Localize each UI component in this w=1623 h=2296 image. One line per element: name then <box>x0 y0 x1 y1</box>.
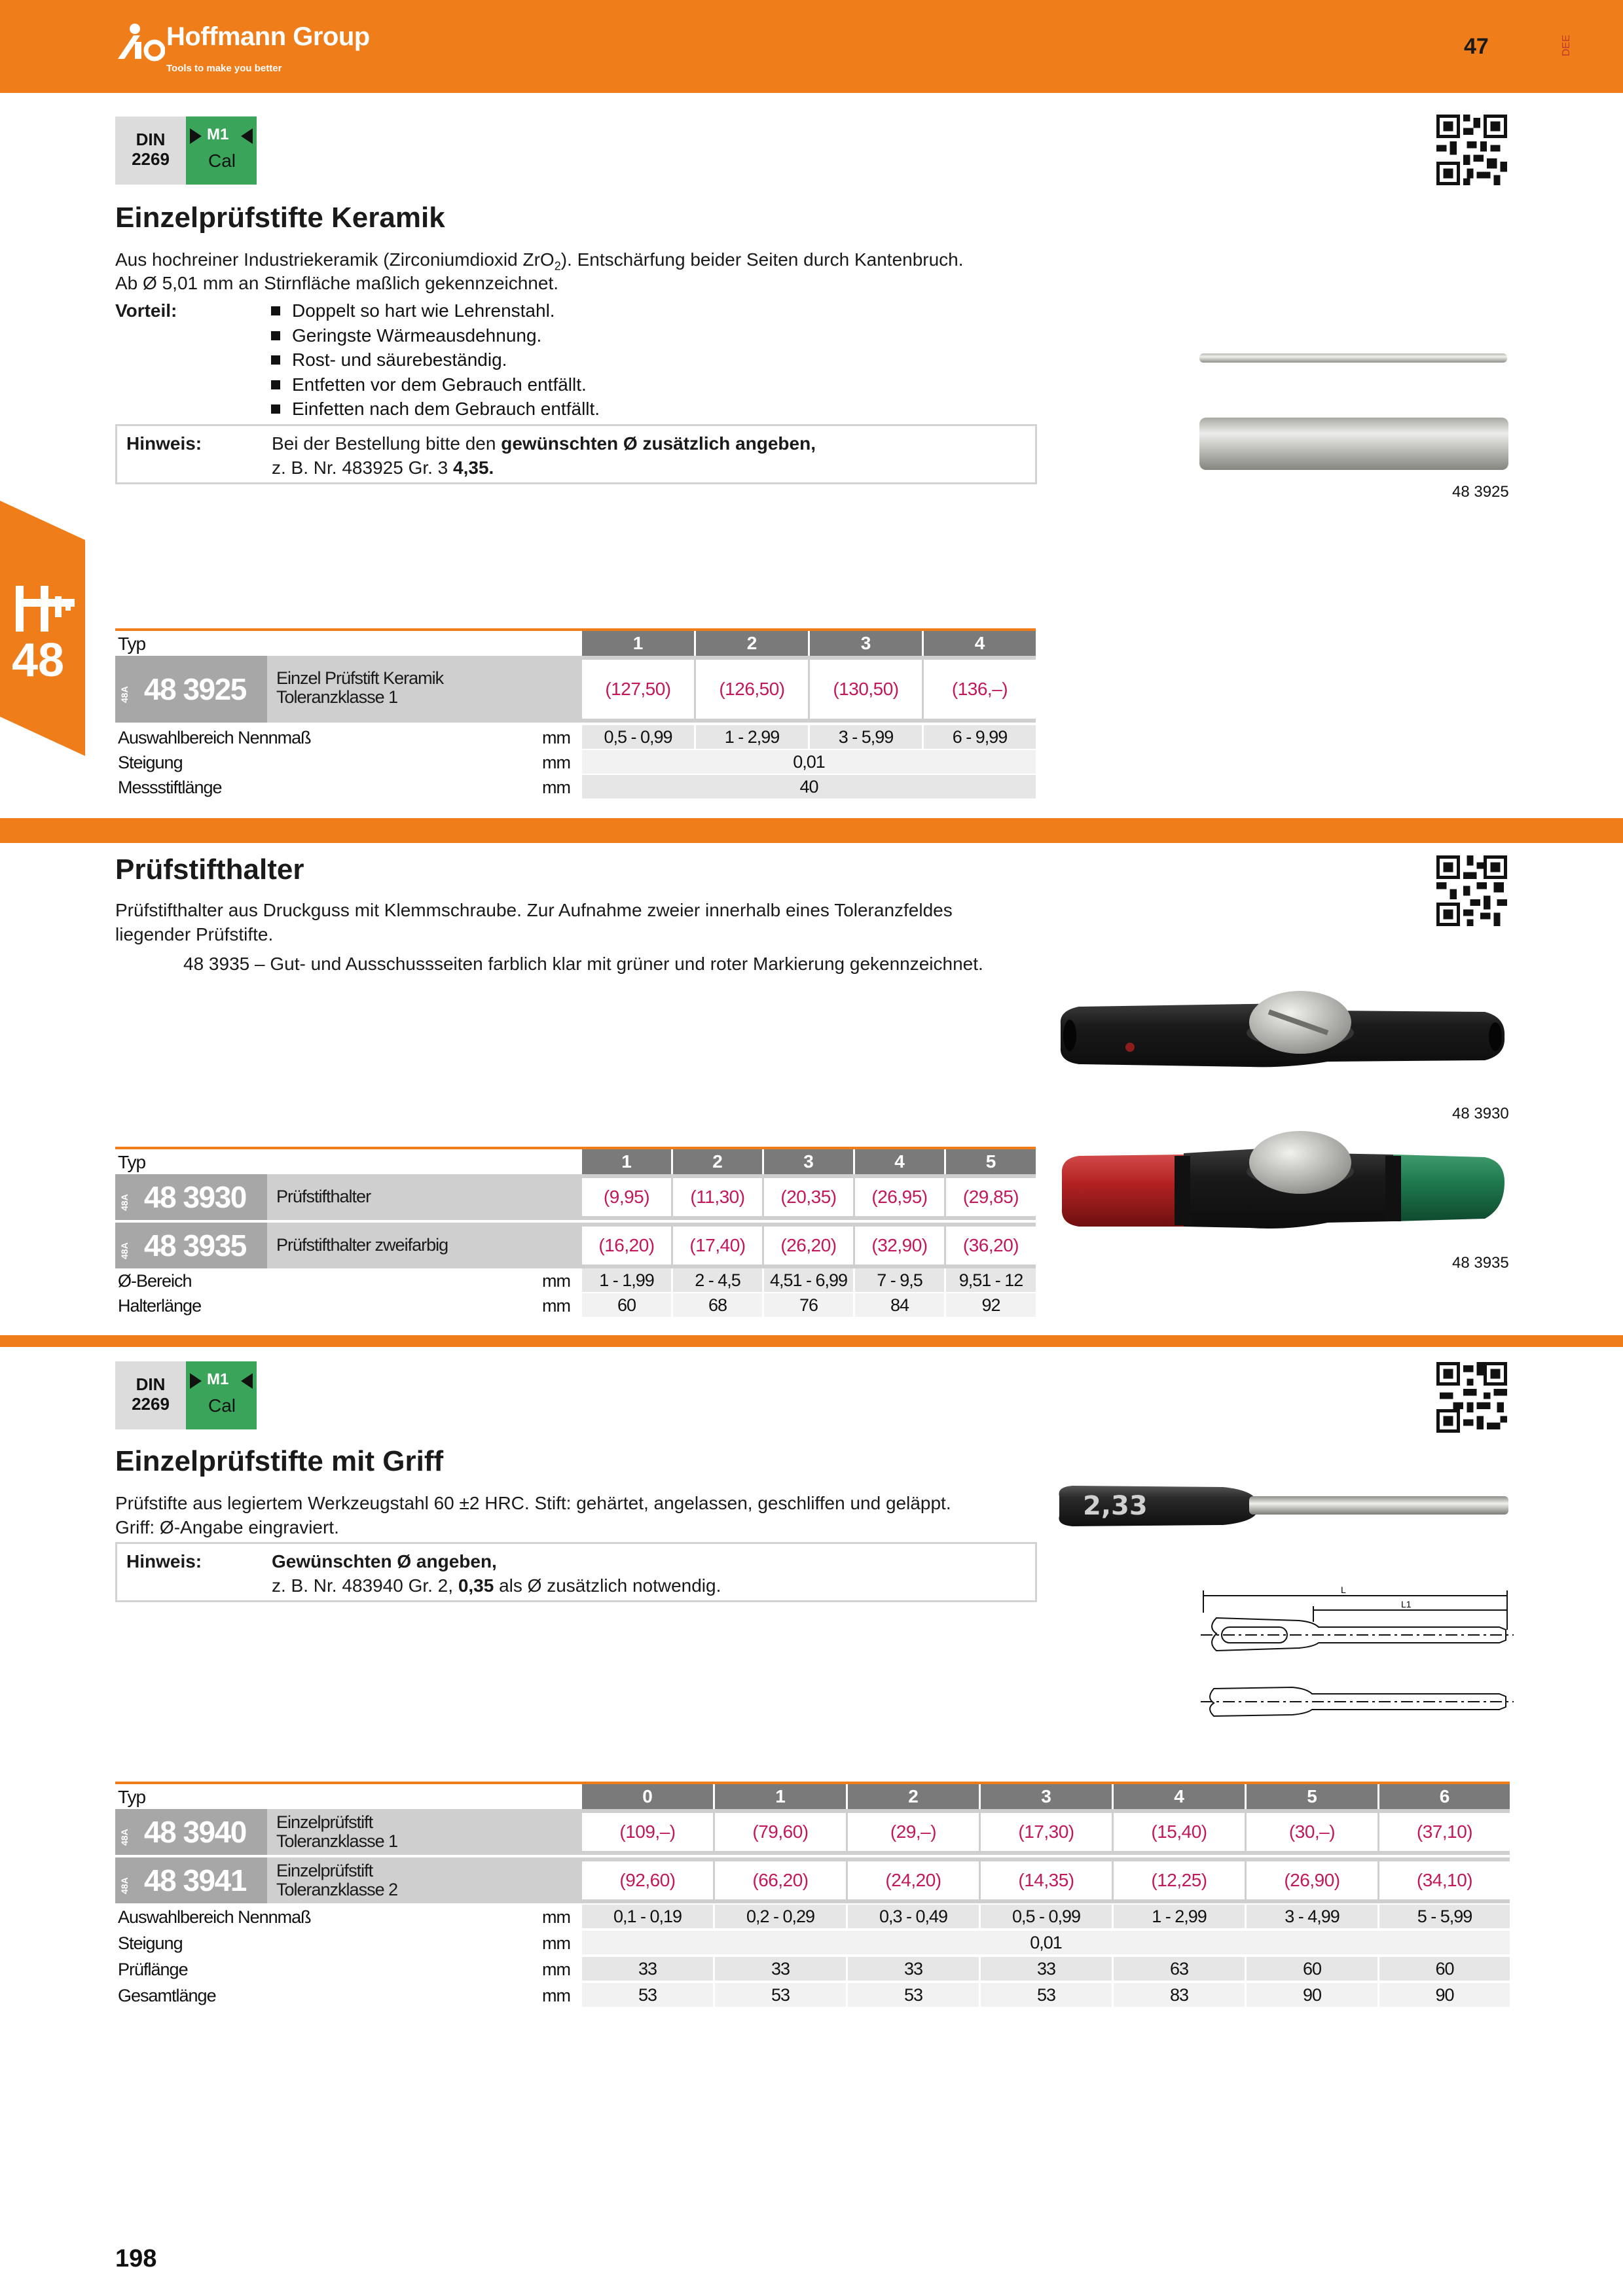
qr-code-icon[interactable] <box>1436 855 1507 927</box>
product-description <box>276 1813 397 1851</box>
product-description: Prüfstifthalter <box>276 1187 371 1206</box>
dimension-L1: L1 <box>1401 1599 1412 1609</box>
bullet-item: Doppelt so hart wie Lehrenstahl. <box>271 298 600 323</box>
price-cell[interactable]: (127,50) <box>580 660 694 719</box>
spec-row <box>115 1983 1510 2007</box>
column-header: 4 <box>853 1149 944 1174</box>
desc-subscript: 2 <box>554 259 561 273</box>
spec-value: 0,5 - 0,99 <box>580 725 694 749</box>
spec-value: 0,5 - 0,99 <box>979 1905 1112 1928</box>
spec-label: Gesamtlänge <box>118 1986 216 2005</box>
spec-value: 53 <box>846 1983 979 2007</box>
spec-value: 90 <box>1377 1983 1510 2007</box>
price-cell[interactable]: (36,20) <box>944 1227 1036 1265</box>
column-header: 2 <box>846 1784 979 1809</box>
two-color-pin-holder-image <box>1053 1123 1511 1234</box>
spec-value: 84 <box>853 1293 944 1317</box>
product-desc-line: Toleranzklasse 1 <box>276 687 398 707</box>
hinweis-bold: gewünschten Ø zusätzlich angeben, <box>501 433 816 454</box>
image-caption: 48 3930 <box>1452 1105 1509 1122</box>
spec-value: 53 <box>580 1983 713 2007</box>
product-description <box>276 669 443 707</box>
hinweis-label: Hinweis: <box>126 1551 202 1571</box>
spec-value: 7 - 9,5 <box>853 1268 944 1292</box>
chapter-tab[interactable] <box>0 501 85 756</box>
table-row[interactable] <box>115 656 1036 723</box>
price-cell[interactable]: (26,95) <box>853 1178 944 1216</box>
bullet-item: Entfetten vor dem Gebrauch entfällt. <box>271 372 600 397</box>
spec-value: 1 - 2,99 <box>1112 1905 1245 1928</box>
hinweis-text: als Ø zusätzlich notwendig. <box>494 1575 721 1596</box>
spec-value: 0,1 - 0,19 <box>580 1905 713 1928</box>
product-code-box <box>115 1223 267 1268</box>
price-cell[interactable]: (24,20) <box>846 1861 979 1899</box>
column-header: 5 <box>944 1149 1036 1174</box>
spec-value: 53 <box>979 1983 1112 2007</box>
price-cell[interactable]: (26,90) <box>1245 1861 1377 1899</box>
din-number: 2269 <box>132 1394 170 1414</box>
product-code[interactable]: 48 3930 <box>144 1180 246 1214</box>
header-page-number: 47 <box>1464 34 1489 59</box>
pin-with-handle-image <box>1053 1483 1511 1529</box>
table2-header <box>115 1149 1036 1174</box>
spec-value: 2 - 4,5 <box>671 1268 762 1292</box>
product-desc-line: Toleranzklasse 1 <box>276 1831 398 1851</box>
spec-label: Steigung <box>118 753 183 772</box>
catalog-ref: 48A <box>119 1194 130 1211</box>
column-header: 2 <box>694 631 808 656</box>
spec-value: 0,2 - 0,29 <box>713 1905 846 1928</box>
spec-value: 0,01 <box>580 1931 1510 1954</box>
table-row[interactable] <box>115 1174 1036 1220</box>
catalog-ref: 48A <box>119 686 130 703</box>
engraving-text: 2,33 <box>1083 1491 1148 1521</box>
brand-name: Hoffmann Group <box>166 22 370 51</box>
product-code[interactable]: 48 3925 <box>144 672 246 706</box>
spec-value: 9,51 - 12 <box>944 1268 1036 1292</box>
hinweis-text: Bei der Bestellung bitte den <box>272 433 501 454</box>
desc-text-post: ). Entschärfung beider Seiten durch Kantenbruch. <box>560 249 964 270</box>
product-code[interactable]: 48 3935 <box>144 1229 246 1263</box>
catalog-ref: 48A <box>119 1829 130 1846</box>
spec-value: 1 - 1,99 <box>580 1268 671 1292</box>
price-cell[interactable]: (20,35) <box>762 1178 853 1216</box>
price-cell[interactable]: (17,30) <box>979 1813 1112 1851</box>
spec-value: 0,01 <box>580 750 1036 774</box>
brand-tagline: Tools to make you better <box>166 63 282 74</box>
hinweis-line-1 <box>272 431 816 456</box>
bullet-item: Rost- und säurebeständig. <box>271 348 600 372</box>
hinweis-text: z. B. Nr. 483940 Gr. 2, <box>272 1575 458 1596</box>
cal-label: Cal <box>208 1395 236 1416</box>
price-cell[interactable]: (29,–) <box>846 1813 979 1851</box>
price-cell[interactable]: (109,–) <box>580 1813 713 1851</box>
spec-row <box>115 1268 1036 1292</box>
hinweis-text: z. B. Nr. 483925 Gr. 3 <box>272 457 454 478</box>
hinweis-line-2 <box>272 456 494 480</box>
din-label: DIN <box>136 130 166 149</box>
spec-value: 4,51 - 6,99 <box>762 1268 853 1292</box>
page-number: 198 <box>115 2245 157 2272</box>
spec-row <box>115 750 1036 774</box>
qr-code-icon[interactable] <box>1436 1361 1507 1433</box>
spec-row <box>115 1293 1036 1317</box>
hoffmann-logo[interactable] <box>115 20 456 79</box>
image-caption: 48 3925 <box>1452 483 1509 501</box>
spec-value: 90 <box>1245 1983 1377 2007</box>
price-cell[interactable]: (66,20) <box>713 1861 846 1899</box>
spec-unit: mm <box>542 1960 570 1979</box>
spec-unit: mm <box>542 753 570 772</box>
hinweis-box <box>115 424 1037 484</box>
vorteil-list <box>271 298 600 422</box>
image-caption: 48 3935 <box>1452 1254 1509 1272</box>
catalog-ref: 48A <box>119 1877 130 1894</box>
product-description: Prüfstifthalter zweifarbig <box>276 1235 448 1255</box>
section-divider <box>0 1335 1623 1347</box>
price-cell[interactable]: (26,20) <box>762 1227 853 1265</box>
column-header: 4 <box>1112 1784 1245 1809</box>
table-row[interactable] <box>115 1809 1510 1855</box>
ceramic-pins-image <box>1198 346 1509 476</box>
product-desc-line: Einzelprüfstift <box>276 1861 373 1880</box>
product-code-box <box>115 1809 267 1855</box>
table-row[interactable] <box>115 1857 1510 1903</box>
hinweis-label: Hinweis: <box>126 433 202 454</box>
price-cell[interactable]: (32,90) <box>853 1227 944 1265</box>
vorteil-label: Vorteil: <box>115 300 177 321</box>
spec-label: Prüflänge <box>118 1960 188 1979</box>
arrow-right-icon <box>190 128 202 144</box>
column-header: 0 <box>580 1784 713 1809</box>
spec-value: 6 - 9,99 <box>922 725 1036 749</box>
price-cell[interactable]: (34,10) <box>1377 1861 1510 1899</box>
logo-mark-icon <box>115 22 165 62</box>
arrow-left-icon <box>241 128 253 144</box>
chapter-number: 48 <box>12 634 65 687</box>
arrow-left-icon <box>241 1373 253 1389</box>
pin-holder-image <box>1053 984 1511 1096</box>
spec-value: 83 <box>1112 1983 1245 2007</box>
price-cell[interactable]: (12,25) <box>1112 1861 1245 1899</box>
spec-value: 3 - 5,99 <box>808 725 922 749</box>
typ-label: Typ <box>118 634 146 654</box>
hinweis-line-2 <box>272 1573 721 1598</box>
section-title-griff: Einzelprüfstifte mit Griff <box>115 1445 444 1477</box>
bullet-item: Einfetten nach dem Gebrauch entfällt. <box>271 397 600 422</box>
price-cell[interactable]: (29,85) <box>944 1178 1036 1216</box>
spec-label: Messstiftlänge <box>118 778 222 797</box>
qr-code-icon[interactable] <box>1436 114 1507 186</box>
spec-unit: mm <box>542 1271 570 1291</box>
spec-value: 60 <box>580 1293 671 1317</box>
arrow-right-icon <box>190 1373 202 1389</box>
spec-value: 33 <box>846 1957 979 1981</box>
price-cell[interactable]: (11,30) <box>671 1178 762 1216</box>
din-badge <box>115 1361 186 1429</box>
section-title-halter: Prüfstifthalter <box>115 853 304 886</box>
price-cell[interactable]: (30,–) <box>1245 1813 1377 1851</box>
spec-label: Ø-Bereich <box>118 1271 192 1291</box>
column-header: 4 <box>922 631 1036 656</box>
hinweis-box <box>115 1542 1037 1602</box>
product-desc-line: Einzel Prüfstift Keramik <box>276 668 444 688</box>
product-desc-line: Einzelprüfstift <box>276 1812 373 1832</box>
column-header: 2 <box>671 1149 762 1174</box>
spec-value: 76 <box>762 1293 853 1317</box>
din-number: 2269 <box>132 149 170 169</box>
m1-cal-badge <box>186 117 257 185</box>
spec-row <box>115 1931 1510 1954</box>
typ-label: Typ <box>118 1787 146 1807</box>
price-cell[interactable]: (130,50) <box>808 660 922 719</box>
spec-unit: mm <box>542 1296 570 1316</box>
spec-label: Auswahlbereich Nennmaß <box>118 728 311 747</box>
product-code-box <box>115 1857 267 1903</box>
column-header: 3 <box>979 1784 1112 1809</box>
spec-row <box>115 1905 1510 1928</box>
column-header: 1 <box>580 631 694 656</box>
variant-code: 48 3935 – <box>183 954 265 974</box>
table-row[interactable] <box>115 1223 1036 1268</box>
column-header: 3 <box>762 1149 853 1174</box>
spec-label: Auswahlbereich Nennmaß <box>118 1907 311 1927</box>
spec-unit: mm <box>542 1986 570 2005</box>
dimension-L: L <box>1341 1585 1346 1595</box>
price-cell[interactable]: (79,60) <box>713 1813 846 1851</box>
hinweis-bold: 4,35. <box>453 457 494 478</box>
din-badge <box>115 117 186 185</box>
spec-value: 68 <box>671 1293 762 1317</box>
product-code[interactable]: 48 3941 <box>144 1863 246 1897</box>
description-line-1: Prüfstifte aus legiertem Werkzeugstahl 60 ±2 HRC. Stift: gehärtet, angelassen, geschliffen und geläppt. <box>115 1493 951 1513</box>
section-title-keramik: Einzelprüfstifte Keramik <box>115 202 445 234</box>
price-cell[interactable]: (136,–) <box>922 660 1036 719</box>
price-cell[interactable]: (126,50) <box>694 660 808 719</box>
din-label: DIN <box>136 1374 166 1394</box>
product-desc-line: Toleranzklasse 2 <box>276 1880 398 1899</box>
description-line-2: liegender Prüfstifte. <box>115 924 274 944</box>
spec-unit: mm <box>542 1933 570 1953</box>
hinweis-line-1: Gewünschten Ø angeben, <box>272 1551 497 1571</box>
price-cell[interactable]: (17,40) <box>671 1227 762 1265</box>
spec-unit: mm <box>542 1907 570 1927</box>
spec-value: 60 <box>1377 1957 1510 1981</box>
table1-header <box>115 631 1036 656</box>
spec-value: 3 - 4,99 <box>1245 1905 1377 1928</box>
spec-label: Halterlänge <box>118 1296 202 1316</box>
typ-label: Typ <box>118 1152 146 1172</box>
price-cell[interactable]: (15,40) <box>1112 1813 1245 1851</box>
variant-note <box>183 952 983 976</box>
desc-text: Aus hochreiner Industriekeramik (Zirconiumdioxid ZrO <box>115 249 555 270</box>
description-line-2: Ab Ø 5,01 mm an Stirnfläche maßlich gekennzeichnet. <box>115 273 559 293</box>
column-header: 1 <box>580 1149 671 1174</box>
technical-drawing <box>1201 1584 1515 1728</box>
catalog-ref: 48A <box>119 1242 130 1259</box>
hinweis-bold: 0,35 <box>458 1575 494 1596</box>
variant-text: Gut- und Ausschussseiten farblich klar mit grüner und roter Markierung gekennzeichnet. <box>270 954 983 974</box>
product-description <box>276 1861 397 1899</box>
description-line-1: Prüfstifthalter aus Druckguss mit Klemmschraube. Zur Aufnahme zweier innerhalb eines Toleranzfeldes <box>115 900 953 920</box>
spec-value: 1 - 2,99 <box>694 725 808 749</box>
m1-label: M1 <box>207 1371 229 1388</box>
language-code: DEE <box>1561 35 1572 56</box>
spec-unit: mm <box>542 728 570 747</box>
spec-value: 92 <box>944 1293 1036 1317</box>
spec-value: 33 <box>979 1957 1112 1981</box>
price-cell[interactable]: (92,60) <box>580 1861 713 1899</box>
price-cell[interactable]: (14,35) <box>979 1861 1112 1899</box>
column-header: 1 <box>713 1784 846 1809</box>
spec-row <box>115 725 1036 749</box>
price-cell[interactable]: (37,10) <box>1377 1813 1510 1851</box>
product-code-box <box>115 656 267 723</box>
spec-value: 60 <box>1245 1957 1377 1981</box>
m1-cal-badge <box>186 1361 257 1429</box>
spec-value: 0,3 - 0,49 <box>846 1905 979 1928</box>
price-cell[interactable]: (16,20) <box>580 1227 671 1265</box>
cal-label: Cal <box>208 151 236 171</box>
spec-value: 40 <box>580 775 1036 798</box>
spec-value: 33 <box>713 1957 846 1981</box>
spec-row <box>115 1957 1510 1981</box>
product-code-box <box>115 1174 267 1220</box>
m1-label: M1 <box>207 126 229 143</box>
spec-value: 53 <box>713 1983 846 2007</box>
section-divider <box>0 818 1623 843</box>
table3-header <box>115 1784 1510 1809</box>
spec-value: 63 <box>1112 1957 1245 1981</box>
spec-row <box>115 775 1036 798</box>
price-cell[interactable]: (9,95) <box>580 1178 671 1216</box>
description-line-2: Griff: Ø-Angabe eingraviert. <box>115 1517 339 1537</box>
column-header: 6 <box>1377 1784 1510 1809</box>
spec-label: Steigung <box>118 1933 183 1953</box>
column-header: 5 <box>1245 1784 1377 1809</box>
spec-unit: mm <box>542 778 570 797</box>
spec-value: 33 <box>580 1957 713 1981</box>
product-code[interactable]: 48 3940 <box>144 1815 246 1849</box>
column-header: 3 <box>808 631 922 656</box>
spec-value: 5 - 5,99 <box>1377 1905 1510 1928</box>
bullet-item: Geringste Wärmeausdehnung. <box>271 323 600 348</box>
